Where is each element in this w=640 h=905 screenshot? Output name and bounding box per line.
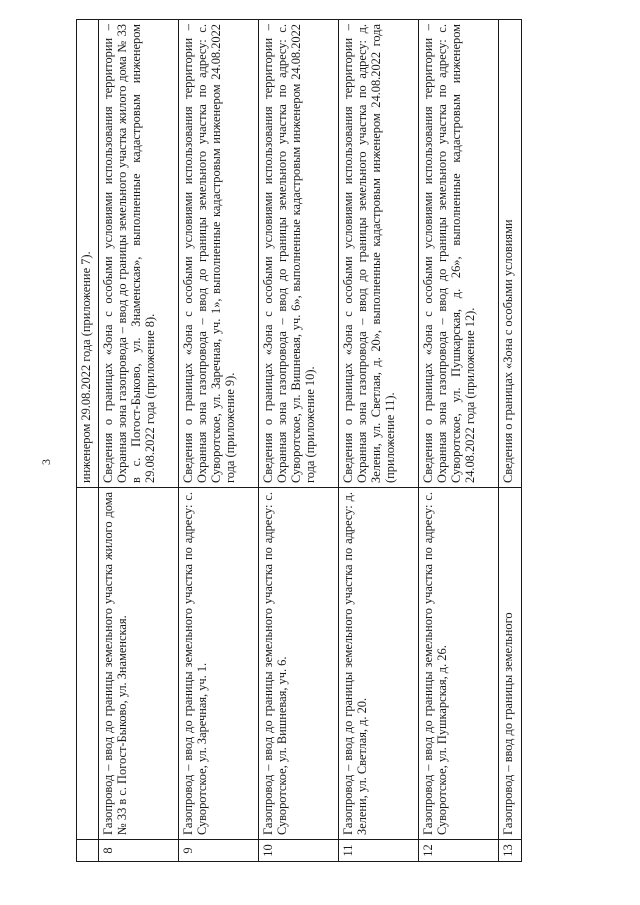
table-row xyxy=(99,20,179,862)
table-cell-num: 9 xyxy=(179,840,259,862)
table-cell-num: 11 xyxy=(339,840,419,862)
table-row xyxy=(179,20,259,862)
table-cell-description: Сведения о границах «Зона с особыми условиями использования территории – Охранная зона газопровода – ввод до границы земельного участка по адресу: с. Суворотское, ул. Заречная, уч. 1», выполненные кадастровым инженером 24.08.2022 года (приложение 9). xyxy=(179,20,259,488)
table-cell-object: Газопровод – ввод до границы земельного участка жилого дома № 33 в с. Погост-Быково, ул. Знаменская. xyxy=(99,488,179,840)
table-row xyxy=(339,20,419,862)
table-cell-description: Сведения о границах «Зона с особыми условиями использования территории – Охранная зона газопровода – ввод до границы земельного участка по адресу: с. Суворотское, ул. Пушкарская, д. 26», выполненные кадастровым инженером 24.08.2022 года (приложение 12). xyxy=(419,20,499,488)
continuation-text: инженером 29.08.2022 года (приложение 7). xyxy=(79,251,93,483)
document-table-rotated xyxy=(76,20,564,862)
table-cell-object: Газопровод – ввод до границы земельного участка по адресу: с. Суворотское, ул. Вишневая, уч. 6. xyxy=(259,488,339,840)
table-cell-description-continuation xyxy=(77,20,99,488)
table-cell-object: Газопровод – ввод до границы земельного участка по адресу: с. Суворотское, ул. Заречная, уч. 1. xyxy=(179,488,259,840)
table-cell-description: Сведения о границах «Зона с особыми условиями использования территории – Охранная зона газопровода – ввод до границы земельного участка по адресу: д. Зелени, ул. Светлая, д. 20», выполненные кадастровым инженером 24.08.2022 года (приложение 11). xyxy=(339,20,419,488)
table-cell-object: Газопровод – ввод до границы земельного участка по адресу: д. Зелени, ул. Светлая, д. 20. xyxy=(339,488,419,840)
page-number: 3 xyxy=(39,459,53,465)
table-cell-num: 13 xyxy=(499,840,522,862)
table-cell-num: 10 xyxy=(259,840,339,862)
table-row xyxy=(419,20,499,862)
table-cell-object: Газопровод – ввод до границы земельного участка по адресу: с. Суворотское, ул. Пушкарская, д. 26. xyxy=(419,488,499,840)
table-row-continuation xyxy=(77,20,99,862)
table-cell-description: Сведения о границах «Зона с особыми условиями использования территории – Охранная зона газопровода – ввод до границы земельного участка по адресу: с. Суворотское, ул. Вишневая, уч. 6», выполненные кадастровым инженером 24.08.2022 года (приложение 10). xyxy=(259,20,339,488)
table-cell-num: 12 xyxy=(419,840,499,862)
table-row xyxy=(259,20,339,862)
document-table xyxy=(76,19,522,862)
table-cell-object: Газопровод – ввод до границы земельного xyxy=(499,488,522,840)
table-cell-description: Сведения о границах «Зона с особыми условиями использования территории – Охранная зона газопровода – ввод до границы земельного участка жилого дома № 33 в с. Погост-Быково, ул. Знаменская», выполненные кадастровым инженером 29.08.2022 года (приложение 8). xyxy=(99,20,179,488)
table-cell-object-empty xyxy=(77,488,99,840)
table-cell-description: Сведения о границах «Зона с особыми условиями xyxy=(499,20,522,488)
table-cell-num-empty xyxy=(77,840,99,862)
table-row xyxy=(499,20,522,862)
table-cell-num: 8 xyxy=(99,840,179,862)
